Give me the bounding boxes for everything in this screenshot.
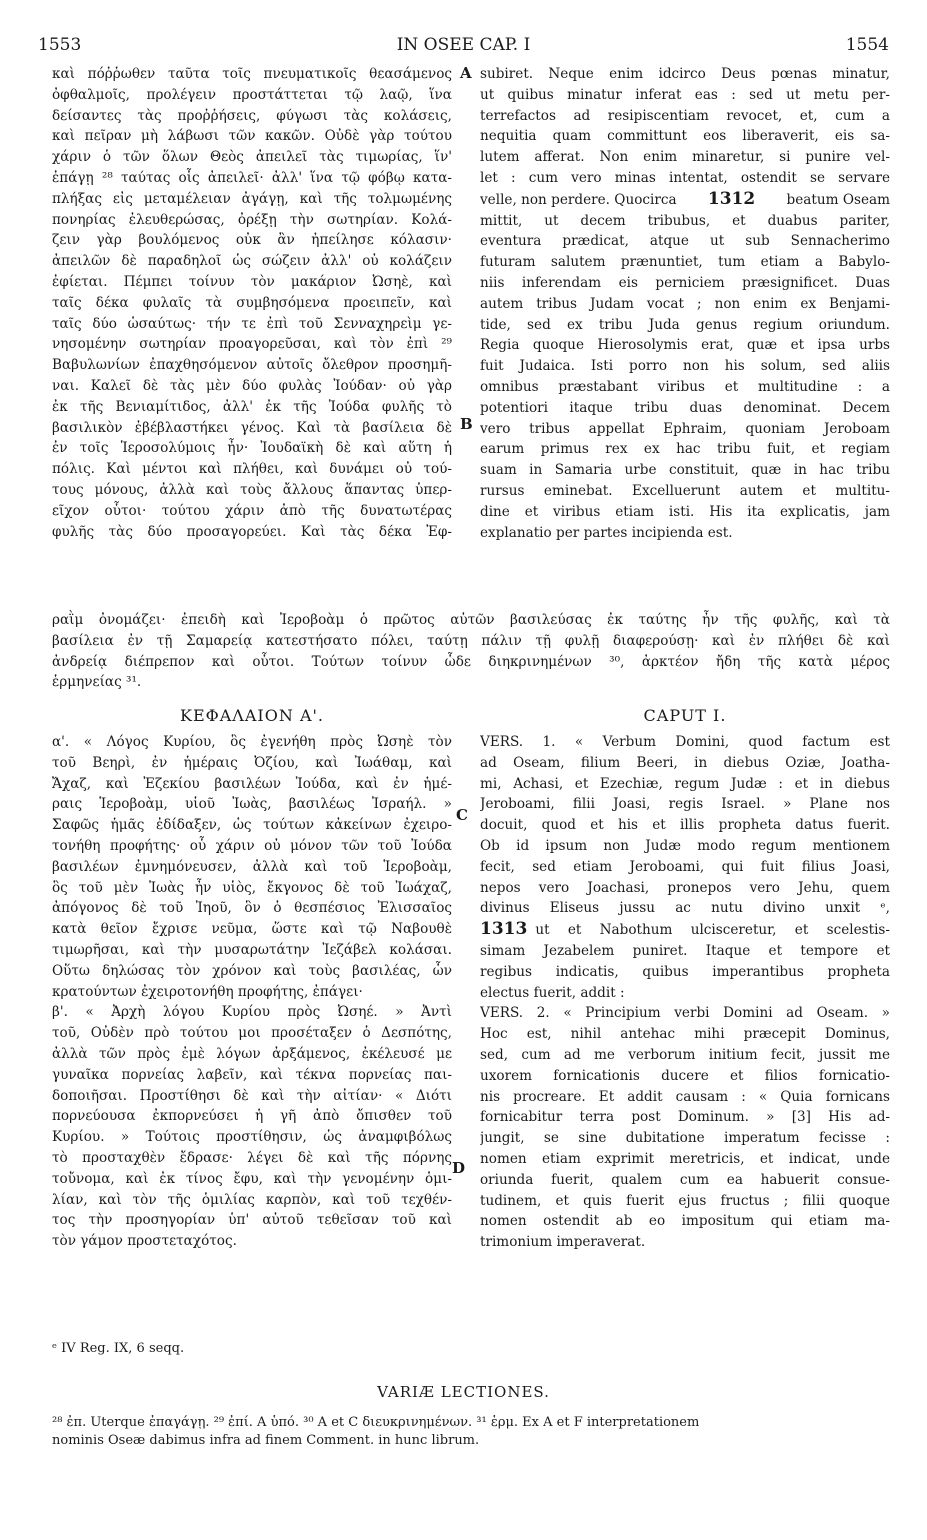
- text-line: earum primus rex ex hac tribu fuit, et regiam: [480, 441, 890, 458]
- left-page-number: 1553: [38, 35, 82, 55]
- text-line: ἀπειλῶν δὲ παραδηλοῖ ὡς σώζειν ἀλλ' οὐ κολάζειν: [52, 253, 452, 270]
- marker-c: C: [456, 806, 468, 824]
- text-line: ἀνδρείᾳ διέπρεπον καὶ οὗτοι. Τούτων τοίνυν ὧδε διηκρινημένων ³⁰, ἀρκτέον ἤδη τῆς κατὰ μέρος: [52, 653, 890, 670]
- text-line: νησομένην σωτηρίαν προαγορεῦσαι, καὶ τὸν ἐπὶ ²⁹: [52, 336, 452, 353]
- text-line: Ob id ipsum non Judæ modo regum mentionem: [480, 837, 890, 854]
- right-page-number: 1554: [845, 35, 889, 55]
- text-line: πονηρίας ἐλευθερώσας, ὀρέξῃ τὴν σωτηρίαν. Κολά-: [52, 211, 452, 228]
- text-line: VERS. 2. « Principium verbi Domini ad Oseam. »: [480, 1005, 890, 1022]
- text-line: potentiori itaque tribu duas denominat. Decem: [480, 399, 890, 416]
- text-line: α'. « Λόγος Κυρίου, ὃς ἐγενήθη πρὸς Ὠσηὲ τὸν: [52, 734, 452, 750]
- text-line: ὃς τοῦ μὲν Ἰωὰς ἦν υἱὸς, ἔκγονος δὲ τοῦ Ἰωάχαζ,: [52, 879, 452, 896]
- text-line: tudinem, et quis fuerit ejus fructus ; filii quoque: [480, 1192, 890, 1209]
- text-line-with-refnum: [480, 919, 890, 941]
- text-line: let : cum vero minas intentat, ostendit se servare: [480, 169, 890, 186]
- text-line: eventura prædicat, atque ut sub Sennacherimo: [480, 233, 890, 250]
- text-line: ταῖς δέκα φυλαῖς τὰ συμβησόμενα προειπεῖν, καὶ: [52, 294, 452, 311]
- text-line: mi, Achasi, et Ezechiæ, regum Judæ : et in diebus: [480, 775, 890, 792]
- text-line: κατὰ θεῖον ἔχρισε νεῦμα, ὥστε καὶ τῷ Ναβουθὲ: [52, 921, 452, 938]
- text-line-with-refnum: [480, 189, 890, 211]
- text-line: rursus eminebat. Excelluerunt autem et multitu-: [480, 482, 890, 499]
- text-line: futuram salutem prænuntiet, tum etiam a Babylo-: [480, 254, 890, 271]
- greek-column-top: [52, 64, 452, 542]
- text-line: καὶ πόῤῥωθεν ταῦτα τοῖς πνευματικοῖς θεασάμενος: [52, 66, 452, 82]
- text-line: πόλις. Καὶ μέντοι καὶ πλήθει, καὶ δυνάμει οὐ τού-: [52, 461, 452, 478]
- text-line: niis inferendam eis perniciem præsignificet. Duas: [480, 274, 890, 291]
- text-line: mittit, ut decem tribubus, et duabus pariter,: [480, 212, 890, 229]
- text-line: τοῦ Βεηρὶ, ἐν ἡμέραις Ὀζίου, καὶ Ἰωάθαμ, καὶ: [52, 754, 452, 771]
- text-fragment: ut et Nabothum ulcisceretur, et scelestis-: [535, 922, 890, 939]
- text-line: βασιλέων ἐμνημόνευσεν, ἀλλὰ καὶ τοῦ Ἱεροβοὰμ,: [52, 858, 452, 875]
- column-reference-number: 1313: [480, 919, 528, 940]
- text-line: τος τὴν προσηγορίαν ὑπ' αὐτοῦ τεθεῖσαν τοῦ καὶ: [52, 1212, 452, 1229]
- text-line: dine et viribus etiam isti. His ita explicatis, jam: [480, 503, 890, 520]
- text-line: Οὕτω δηλώσας τὸν χρόνον καὶ τοὺς βασιλέας, ὧν: [52, 962, 452, 979]
- text-line: nepos vero Joachasi, pronepos vero Jehu, quem: [480, 879, 890, 896]
- greek-chapter-heading: ΚΕΦΑΛΑΙΟΝ Α'.: [180, 706, 324, 725]
- text-line: ἀλλὰ τῶν πρὸς ἐμὲ λόγων ἀρξάμενος, ἐκέλευσέ με: [52, 1045, 452, 1062]
- greek-fullwidth-block: [52, 610, 890, 693]
- text-line: ραῒμ ὀνομάζει· ἐπειδὴ καὶ Ἰεροβοὰμ ὁ πρῶτος αὐτῶν βασιλεύσας ἐκ ταύτης ἦν τῆς φυλῆς, καὶ τὰ: [52, 612, 890, 628]
- text-line: simam Jezabelem puniret. Itaque et tempore et: [480, 942, 890, 959]
- text-line: τοὔνομα, καὶ ἐκ τίνος ἔφυ, καὶ τὴν γενομένην ὁμι-: [52, 1170, 452, 1187]
- text-line: Regia quoque Hierosolymis erat, quæ et ipsa urbs: [480, 337, 890, 354]
- text-line: electus fuerit, addit :: [480, 984, 625, 1001]
- text-line: omnibus præstabant viribus et multitudine : a: [480, 378, 890, 395]
- footnote: ᵉ IV Reg. IX, 6 seqq.: [52, 1341, 185, 1356]
- text-line: divinus Eliseus jussu ac nutu divino unxit ᵉ,: [480, 900, 890, 917]
- text-line: ἀπόγονος δὲ τοῦ Ἰηοῦ, ὃν ὁ θεσπέσιος Ἐλισσαῖος: [52, 900, 452, 917]
- text-line: τοῦ, Οὐδὲν πρὸ τούτου μοι προσέταξεν ὁ Δεσπότης,: [52, 1025, 452, 1042]
- text-line: ἑρμηνείας ³¹.: [52, 674, 142, 691]
- text-line: βασίλεια ἐν τῇ Σαμαρείᾳ κατεστήσατο πόλει, ταύτῃ πάλιν τῇ φυλῇ διαφερούσῃ· καὶ ἐν πλήθει δὲ καὶ: [52, 632, 890, 649]
- column-reference-number: 1312: [707, 188, 756, 209]
- text-line: δοποιῆσαι. Προστίθησι δὲ καὶ τὴν αἰτίαν· « Διότι: [52, 1087, 452, 1104]
- text-line: ἐπάγῃ ²⁸ ταύτας οἷς ἀπειλεῖ· ἀλλ' ἵνα τῷ φόβῳ κατα-: [52, 169, 452, 186]
- text-line: κρατούντων ἐχειροτονήθη προφήτης, ἐπάγει·: [52, 983, 363, 1000]
- text-line: Jeroboami, filii Joasi, regis Israel. » Plane nos: [480, 796, 890, 813]
- marker-b: B: [460, 415, 473, 433]
- text-line: ad Oseam, filium Beeri, in diebus Oziæ, Joatha-: [480, 754, 890, 771]
- text-line: regibus indicatis, quibus imperantibus propheta: [480, 963, 890, 980]
- text-line: explanatio per partes incipienda est.: [480, 524, 733, 541]
- text-line: τὸν γάμον προστεταχότος.: [52, 1233, 237, 1250]
- text-line: Βαβυλωνίων ἐπαχθησόμενον αὐτοῖς ὄλεθρον προσημῆ-: [52, 357, 452, 374]
- text-line: τους μόνους, ἀλλὰ καὶ τοὺς ἄλλους ἅπαντας ὑπερ-: [52, 481, 452, 498]
- text-line: δείσαντες τὰς προῤῥήσεις, φύγωσι τὰς κολάσεις,: [52, 107, 452, 124]
- text-line: nequitia quam committunt eos liberaverit, eis sa-: [480, 128, 890, 145]
- text-line: τονήθη προφήτης· οὗ χάριν οὐ μόνον τῶν τοῦ Ἰούδα: [52, 837, 452, 854]
- text-line: Σαφῶς ἡμᾶς ἐδίδαξεν, ὡς τούτων κἀκείνων ἐχειρο-: [52, 817, 452, 834]
- marker-d: D: [452, 1159, 466, 1177]
- text-line: autem tribus Judam vocat ; non enim ex Benjami-: [480, 295, 890, 312]
- text-line: nomen ostendit ab eo impositum qui etiam ma-: [480, 1213, 890, 1230]
- text-line: nomen etiam exprimit meretricis, et indicat, unde: [480, 1150, 890, 1167]
- text-line: VERS. 1. « Verbum Domini, quod factum est: [480, 734, 890, 750]
- text-line: Κυρίου. » Τούτοις προστίθησιν, ὡς ἀναμφιβόλως: [52, 1129, 452, 1146]
- text-line: ταῖς δύο ὡσαύτως· τήν τε ἐπὶ τοῦ Σενναχηρεὶμ γε-: [52, 315, 452, 332]
- text-line: ὀφθαλμοῖς, προλέγειν προστάττεται τῷ λαῷ, ἵνα: [52, 86, 452, 103]
- text-line: jungit, se sine dubitatione imperatum fecisse :: [480, 1130, 890, 1147]
- running-title: IN OSEE CAP. I: [396, 35, 531, 55]
- text-line: πλήξας εἰς μεταμέλειαν ἀγάγῃ, καὶ τῆς τολμωμένης: [52, 190, 452, 207]
- text-line: fecit, sed etiam Jeroboami, qui fuit filius Joasi,: [480, 858, 890, 875]
- text-line: tide, sed ex tribu Juda genus regium oriundum.: [480, 316, 890, 333]
- text-line: γυναῖκα πορνείας λαβεῖν, καὶ τέκνα πορνείας παι-: [52, 1066, 452, 1083]
- text-line: ἐφίεται. Πέμπει τοίνυν τὸν μακάριον Ὠσηὲ, καὶ: [52, 273, 452, 290]
- text-line: τιμωρῆσαι, καὶ τὴν μυσαρωτάτην Ἰεζάβελ κολάσαι.: [52, 941, 452, 958]
- text-line: πορνεύουσα ἐκπορνεύσει ἡ γῆ ἀπὸ ὄπισθεν τοῦ: [52, 1108, 452, 1125]
- text-line: καὶ πεῖραν μὴ λάβωσι τῶν κακῶν. Οὐδὲ γὰρ τούτου: [52, 128, 452, 145]
- text-line: fornicabitur terra post Dominum. » [3] His ad-: [480, 1109, 890, 1126]
- text-line: lutem afferat. Non enim minaretur, si punire vel-: [480, 149, 890, 166]
- text-line: ²⁸ ἐπ. Uterque ἐπαγάγῃ. ²⁹ ἐπί. A ὑπό. ³⁰ A et C διευκρινημένων. ³¹ ἑρμ. Ex A et F interpretationem: [52, 1415, 700, 1430]
- text-line: ραις Ἱεροβοὰμ, υἱοῦ Ἰωὰς, βασιλέως Ἰσραήλ. »: [52, 796, 452, 813]
- text-fragment: velle, non perdere. Quocirca: [480, 191, 677, 208]
- text-line: oriunda fuerit, qualem cum ea habuerit consue-: [480, 1171, 890, 1188]
- latin-column-top: [480, 64, 890, 543]
- text-line: terrefactos ad resipiscentiam revocet, et, cum a: [480, 107, 890, 124]
- latin-column-bottom: [480, 732, 890, 1253]
- variae-lectiones-heading: VARIÆ LECTIONES.: [377, 1383, 550, 1401]
- text-line: trimonium imperaverat.: [480, 1234, 646, 1251]
- text-line: εῖχον οὗτοι· τούτου χάριν ἀπὸ τῆς δυνατωτέρας: [52, 502, 452, 519]
- latin-chapter-heading: CAPUT I.: [643, 706, 727, 725]
- text-line: Hoc est, nihil antehac mihi præcepit Dominus,: [480, 1026, 890, 1043]
- text-line: docuit, quod et his et illis propheta datus fuerit.: [480, 817, 890, 834]
- text-line: uxorem fornicationis ducere et filios fornicatio-: [480, 1067, 890, 1084]
- text-line: χάριν ὁ τῶν ὅλων Θεὸς ἀπειλεῖ τὰς τιμωρίας, ἵν': [52, 149, 452, 166]
- text-line: ἐν τοῖς Ἱεροσολύμοις ἦν· Ἰουδαϊκὴ δὲ καὶ αὕτη ἡ: [52, 440, 452, 457]
- text-line: φυλῆς τὰς δύο προσαγορεύει. Καὶ τὰς δέκα Ἐφ-: [52, 523, 452, 540]
- text-line: τὸ προσταχθὲν ἔδρασε· λέγει δὲ καὶ τῆς πόρνης: [52, 1149, 452, 1166]
- variae-lectiones-notes: [52, 1414, 890, 1450]
- text-line: ἐκ τῆς Βενιαμίτιδος, ἀλλ' ἐκ τῆς Ἰούδα φυλῆς τὸ: [52, 398, 452, 415]
- text-line: sed, cum ad me verborum initium fecit, jussit me: [480, 1046, 890, 1063]
- text-line: ut quibus minatur inferat eas : sed ut metu per-: [480, 86, 890, 103]
- text-line: nis procreare. Et addit causam : « Quia fornicans: [480, 1088, 890, 1105]
- text-line: fuit Judaica. Isti porro non his solum, sed aliis: [480, 358, 890, 375]
- text-line: βασιλικὸν ἐβέβλαστήκει γένος. Καὶ τὰ βασίλεια δὲ: [52, 419, 452, 436]
- text-line: suam in Samaria urbe constituit, quæ in hac tribu: [480, 462, 890, 479]
- text-line: Ἄχαζ, καὶ Ἐζεκίου βασιλέων Ἰούδα, καὶ ἐν ἡμέ-: [52, 775, 452, 792]
- text-line: ναι. Καλεῖ δὲ τὰς μὲν δύο φυλὰς Ἰούδαν· οὐ γὰρ: [52, 377, 452, 394]
- text-line: β'. « Ἀρχὴ λόγου Κυρίου πρὸς Ὠσηέ. » Ἀντὶ: [52, 1004, 452, 1021]
- text-line: λίαν, καὶ τὸν τῆς ὁμιλίας καρπὸν, καὶ τοῦ τεχθέν-: [52, 1191, 452, 1208]
- greek-column-bottom: [52, 732, 452, 1252]
- marker-a: A: [460, 64, 472, 82]
- text-fragment: beatum Oseam: [786, 191, 890, 208]
- text-line: vero tribus appellat Ephraim, quoniam Jeroboam: [480, 420, 890, 437]
- text-line: ζειν γὰρ βουλόμενος οὐκ ἂν ἠπείλησε κόλασιν·: [52, 232, 452, 249]
- text-line: nominis Oseæ dabimus infra ad finem Comment. in hunc librum.: [52, 1433, 480, 1448]
- text-line: subiret. Neque enim idcirco Deus pœnas minatur,: [480, 66, 890, 82]
